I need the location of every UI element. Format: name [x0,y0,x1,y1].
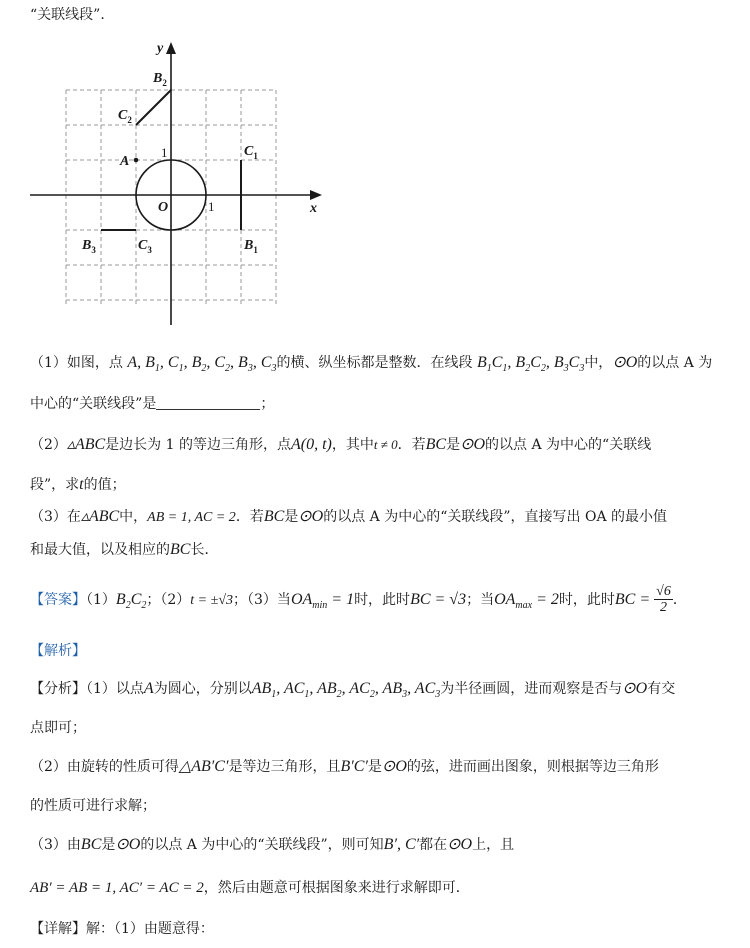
y-axis-label: y [157,41,164,56]
point-b1-label: $B_1$ [244,238,258,255]
fenxi-line2: 点即可； [30,720,86,736]
point-c1-label: $C_1$ [244,144,258,161]
q2-line2: 段”，求t的值； [30,476,126,493]
answer-line: 【答案】$(1)B_2C_2$；（2）t = ±√3；（3）当$OA_{min} = 1$时，此时BC = √3；当$OA_{max} = 2$时，此时BC = $\frac{√6}{2}$ ． [30,584,687,616]
point-a [134,158,139,163]
q1-line2: 中心的“关联线段”是 ； [30,396,275,412]
fenxi-tag: 【分析】 [30,681,86,697]
p2-line1: （2）由旋转的性质可得△AB′C′是等边三角形，且B′C′是⊙O的弦，进而画出图象，则根据等边三角形 [30,758,659,775]
coordinate-figure [30,40,330,335]
point-c3-label: $C_3$ [138,238,152,255]
p2-line2: 的性质可进行求解； [30,798,156,814]
detail-line: 【详解】解：（1）由题意得： [30,921,214,937]
p3-line: （3）由BC是⊙O的以点 A 为中心的“关联线段”，则可知B′, C′都在⊙O上，且 [30,836,515,853]
analysis-tag: 【解析】 [30,643,86,659]
x-arrow [310,190,322,200]
point-c2-label: $C_2$ [118,108,132,125]
answer-blank[interactable] [156,397,260,410]
point-b3-label: $B_3$ [82,238,96,255]
origin-label: O [158,200,169,215]
segment-b2c2 [136,90,171,125]
header-line: “关联线段”. [30,7,105,23]
detail-tag: 【详解】 [30,921,86,937]
q3-line2: 和最大值，以及相应的BC长． [30,541,219,558]
y-arrow [166,42,176,54]
fenxi-line1: 【分析】（1）以点A为圆心，分别以$AB_1$, $AC_1$, $AB_2$, $AC_2$, $AB_3$, $AC_3$为半径画圆，进而观察是否与⊙O有交 [30,680,676,701]
y-unit-label: 1 [161,145,168,160]
x-unit-label: 1 [208,199,215,214]
answer-tag: 【答案】 [30,591,86,608]
x-axis-label: x [310,201,317,216]
q1-line1: （1）如图，点 A, $B_1$, $C_1$, $B_2$, $C_2$, $B_3$, $C_3$的横、纵坐标都是整数．在线段 $B_1C_1$, $B_2C_2$, $B_3C_3$中，⊙O的以点 A 为 [30,354,713,375]
point-b2-label: $B_2$ [153,71,167,88]
q2-line1: （2）▵ABC是边长为 1 的等边三角形，点A(0, t)，其中t ≠ 0．若BC是⊙O的以点 A 为中心的“关联线 [30,436,652,453]
p4-line: AB′ = AB = 1, AC′ = AC = 2，然后由题意可根据图象来进行求解即可． [30,880,470,896]
q3-line1: （3）在▵ABC中，AB = 1, AC = 2．若BC是⊙O的以点 A 为中心的“关联线段”，直接写出 OA 的最小值 [30,508,668,525]
point-a-label: A [120,154,130,169]
